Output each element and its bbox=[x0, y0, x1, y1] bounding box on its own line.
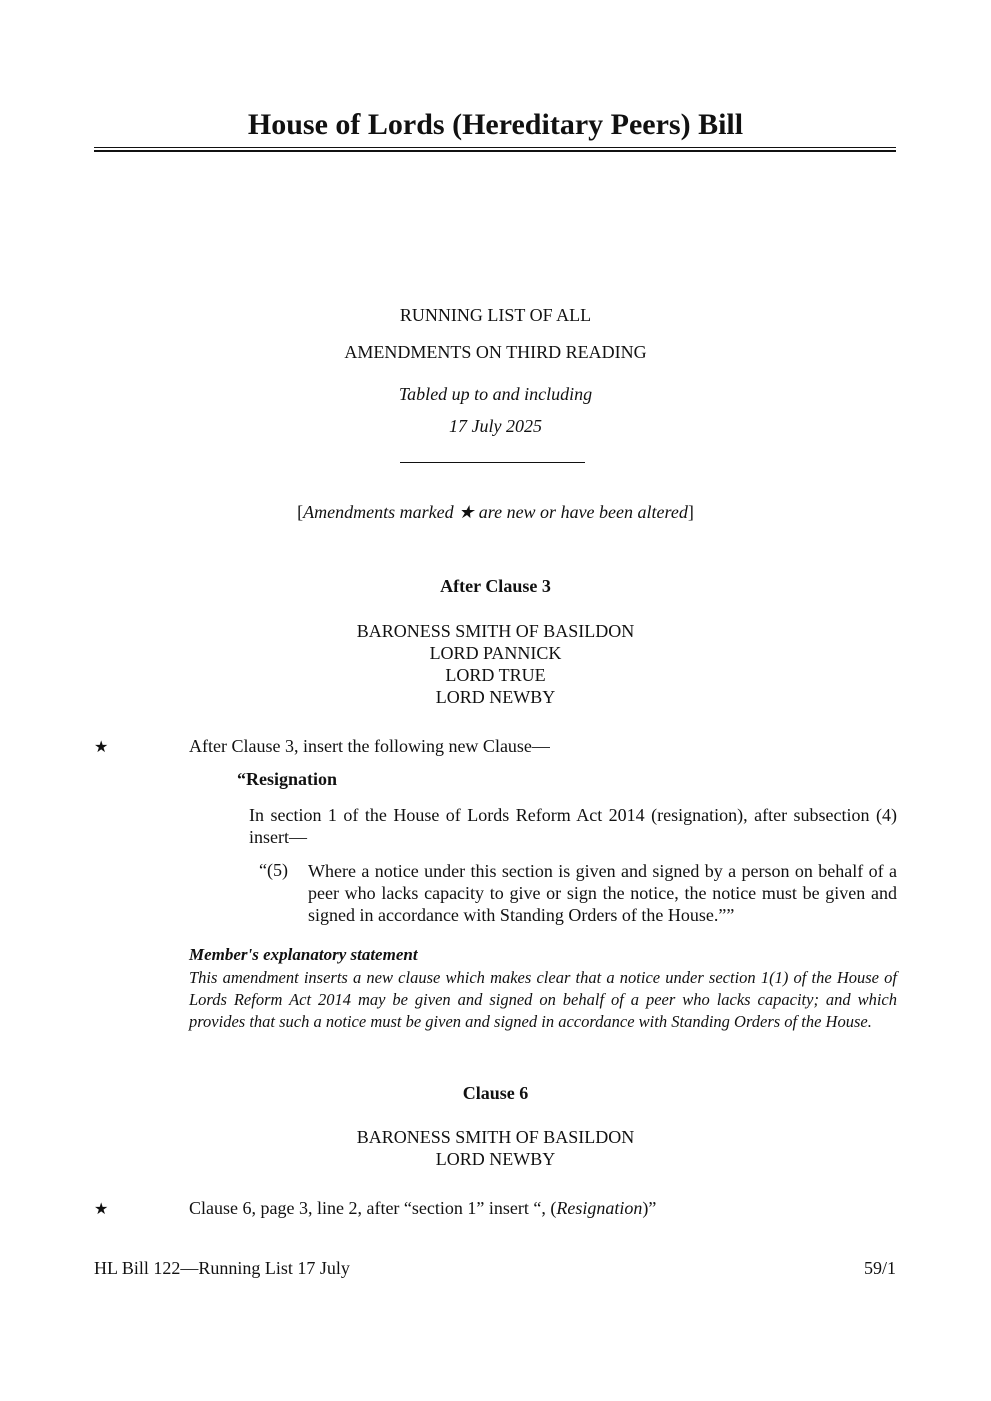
heading-line-2: AMENDMENTS ON THIRD READING bbox=[344, 342, 647, 362]
sponsor-names bbox=[0, 620, 991, 708]
sponsor-name: LORD TRUE bbox=[445, 665, 546, 685]
footer-bill-ref: HL Bill 122—Running List 17 July bbox=[94, 1258, 350, 1278]
clause-text: In section 1 of the House of Lords Reform Act 2014 (resignation), after subsection (4) insert— bbox=[249, 805, 897, 847]
heading-line-1: RUNNING LIST OF ALL bbox=[399, 305, 592, 325]
amendment-instruction: After Clause 3, insert the following new Clause— bbox=[189, 736, 550, 756]
tabled-line-1: Tabled up to and including bbox=[398, 384, 593, 404]
sponsor-name: LORD PANNICK bbox=[429, 643, 562, 663]
title-rule-thin bbox=[94, 147, 896, 148]
tabled-date: 17 July 2025 bbox=[449, 416, 542, 436]
bracket: ] bbox=[687, 502, 694, 522]
instruction-text: Clause 6, page 3, line 2, after “section 1” insert “, ( bbox=[189, 1198, 557, 1218]
amendment-instruction bbox=[189, 1198, 656, 1219]
instruction-text: )” bbox=[642, 1198, 657, 1218]
title-rule-thick bbox=[94, 150, 896, 152]
note-text: Amendments marked ★ are new or have been altered bbox=[303, 502, 688, 522]
subsection-text: Where a notice under this section is given and signed by a person on behalf of a peer who lacks capacity to give or sign the notice, the notice must be given and signed in accordance with Standing Orders of the House.”” bbox=[308, 861, 897, 925]
statement-heading: Member's explanatory statement bbox=[189, 945, 418, 964]
footer-page-number: 59/1 bbox=[863, 1258, 896, 1278]
sponsor-name: LORD NEWBY bbox=[435, 1149, 556, 1169]
new-amendment-star-icon: ★ bbox=[94, 1201, 109, 1218]
subsection-number: “(5) bbox=[259, 860, 288, 880]
sponsor-name: BARONESS SMITH OF BASILDON bbox=[356, 621, 635, 641]
bracket: [ bbox=[297, 502, 304, 522]
sponsor-name: BARONESS SMITH OF BASILDON bbox=[356, 1127, 635, 1147]
section-heading: Clause 6 bbox=[462, 1083, 529, 1103]
altered-note bbox=[0, 502, 991, 523]
bill-title: House of Lords (Hereditary Peers) Bill bbox=[247, 108, 744, 141]
statement-text: This amendment inserts a new clause which makes clear that a notice under section 1(1) of the House of Lords Reform Act 2014 may be given and signed on behalf of a peer who lacks capacity; and which provides that such a notice must be given and signed in accordance with Standing Orders of the House. bbox=[189, 968, 897, 1031]
clause-title: “Resignation bbox=[237, 769, 338, 789]
section-heading: After Clause 3 bbox=[440, 576, 551, 596]
instruction-italic: Resignation bbox=[556, 1198, 643, 1218]
new-amendment-star-icon: ★ bbox=[94, 739, 109, 756]
sponsor-name: LORD NEWBY bbox=[435, 687, 556, 707]
sponsor-names bbox=[0, 1126, 991, 1170]
divider bbox=[400, 462, 585, 463]
